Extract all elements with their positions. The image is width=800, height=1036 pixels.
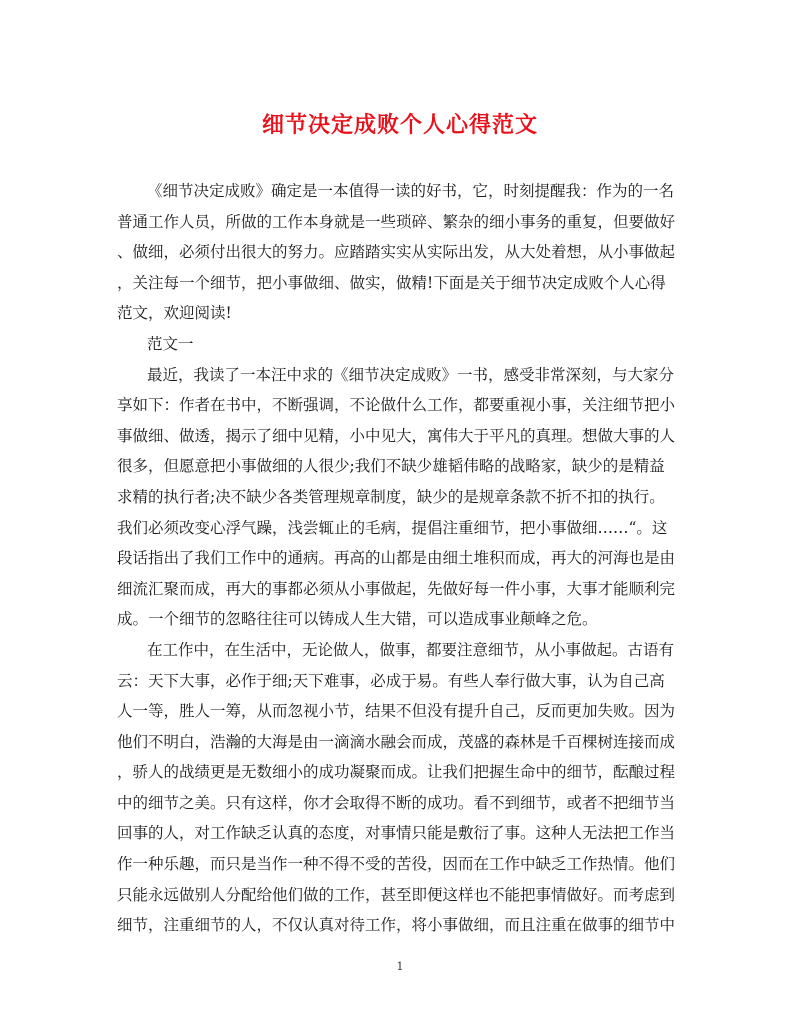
text-line: 事做细、做透，揭示了细中见精，小中见大，寓伟大于平凡的真理。想做大事的人 bbox=[117, 426, 676, 445]
text-line: 、做细，必须付出很大的努力。应踏踏实实从实际出发，从大处着想，从小事做起 bbox=[117, 243, 676, 262]
text-line: 云：天下大事，必作于细;天下难事，必成于易。有些人奉行做大事，认为自己高 bbox=[117, 671, 665, 690]
text-line: 只能永远做别人分配给他们做的工作，甚至即便这样也不能把事情做好。而考虑到 bbox=[117, 885, 676, 904]
text-line: 细节，注重细节的人，不仅认真对待工作，将小事做细，而且注重在做事的细节中 bbox=[117, 916, 676, 935]
text-line: 在工作中，在生活中，无论做人，做事，都要注意细节，从小事做起。古语有 bbox=[147, 640, 675, 659]
text-line: 作一种乐趣，而只是当作一种不得不受的苦役，因而在工作中缺乏工作热情。他们 bbox=[117, 855, 676, 874]
text-line: 很多，但愿意把小事做细的人很少;我们不缺少雄韬伟略的战略家，缺少的是精益 bbox=[117, 457, 665, 476]
document-title: 细节决定成败个人心得范文 bbox=[261, 113, 538, 138]
text-line: 中的细节之美。只有这样，你才会取得不断的成功。看不到细节，或者不把细节当 bbox=[117, 793, 676, 812]
text-line: 求精的执行者;决不缺少各类管理规章制度，缺少的是规章条款不折不扣的执行。 bbox=[117, 487, 665, 506]
text-line: 我们必须改变心浮气躁，浅尝辄止的毛病，提倡注重细节，把小事做细……“。这 bbox=[117, 518, 668, 537]
text-line: 段话指出了我们工作中的通病。再高的山都是由细土堆积而成，再大的河海也是由 bbox=[117, 549, 676, 568]
text-line: 普通工作人员，所做的工作本身就是一些琐碎、繁杂的细小事务的重复，但要做好 bbox=[117, 212, 676, 231]
text-line: 《细节决定成败》确定是一本值得一读的好书，它，时刻提醒我：作为的一名 bbox=[147, 182, 675, 200]
text-line: 人一等，胜人一筹，从而忽视小节，结果不但没有提升自己，反而更加失败。因为 bbox=[117, 702, 676, 721]
text-line: ，关注每一个细节，把小事做细、做实，做精!下面是关于细节决定成败个人心得 bbox=[117, 273, 666, 292]
text-line: 范文，欢迎阅读! bbox=[117, 304, 232, 323]
text-line: 享如下：作者在书中，不断强调，不论做什么工作，都要重视小事，关注细节把小 bbox=[117, 396, 676, 415]
text-line: ，骄人的战绩更是无数细小的成功凝聚而成。让我们把握生命中的细节，酝酿过程 bbox=[117, 763, 676, 782]
text-line: 最近，我读了一本汪中求的《细节决定成败》一书，感受非常深刻，与大家分 bbox=[147, 365, 675, 384]
page-number: 1 bbox=[396, 960, 404, 973]
text-line: 成。一个细节的忽略往往可以铸成人生大错，可以造成事业颠峰之危。 bbox=[117, 610, 598, 629]
text-line: 范文一 bbox=[147, 334, 194, 353]
text-line: 回事的人，对工作缺乏认真的态度，对事情只能是敷衍了事。这种人无法把工作当 bbox=[117, 824, 676, 843]
text-line: 细流汇聚而成，再大的事都必须从小事做起，先做好每一件小事，大事才能顺利完 bbox=[117, 579, 676, 598]
text-line: 他们不明白，浩瀚的大海是由一滴滴水融会而成，茂盛的森林是千百棵树连接而成 bbox=[117, 732, 676, 751]
document-body bbox=[117, 176, 683, 941]
